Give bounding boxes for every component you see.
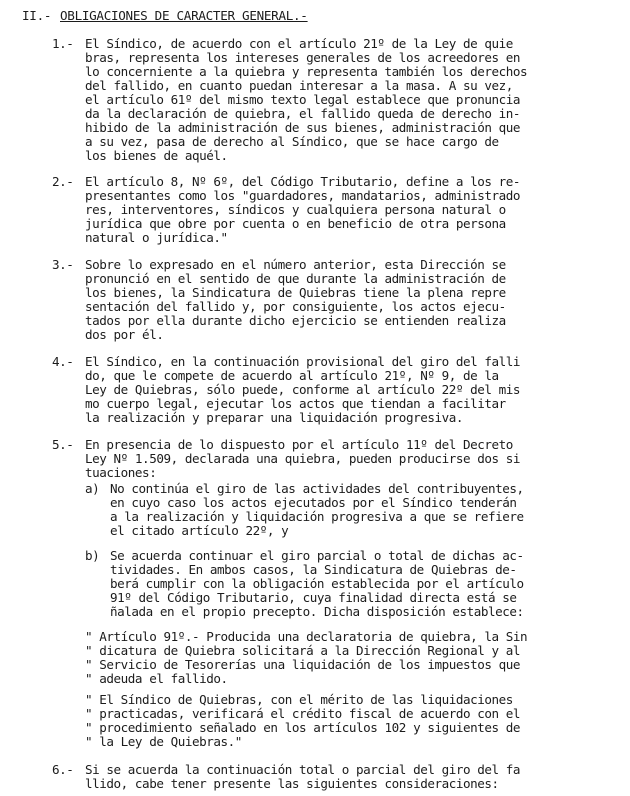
item-number: 4.- (52, 354, 74, 369)
paragraph-line: jurídica que obre por cuenta o en beneficio de otra persona (85, 216, 506, 231)
quote-line: " dicatura de Quiebra solicitará a la Dirección Regional y al (85, 643, 521, 658)
paragraph-line: llido, cabe tener presente las siguientes consideraciones: (85, 776, 499, 791)
subitem-letter: a) (85, 481, 100, 496)
section-number: II.- (22, 8, 52, 23)
paragraph-line: res, interventores, síndicos y cualquiera persona natural o (85, 202, 506, 217)
paragraph-line: del fallido, en cuanto puedan interesar a la masa. A su vez, (85, 78, 513, 93)
section-title: OBLIGACIONES DE CARACTER GENERAL.- (60, 8, 308, 23)
paragraph-line: tuaciones: (85, 465, 157, 480)
paragraph-line: No continúa el giro de las actividades del contribuyentes, (110, 481, 524, 496)
paragraph-line: berá cumplir con la obligación establecida por el artículo (110, 576, 524, 591)
paragraph-line: mo cuerpo legal, ejecutar los actos que tiendan a facilitar (85, 396, 506, 411)
paragraph-line: Si se acuerda la continuación total o parcial del giro del fa (85, 762, 521, 777)
item-number: 5.- (52, 437, 74, 452)
paragraph-line: tividades. En ambos casos, la Sindicatura de Quiebras de- (110, 562, 517, 577)
paragraph-line: En presencia de lo dispuesto por el artículo 11º del Decreto (85, 437, 513, 452)
paragraph-line: Ley de Quiebras, sólo puede, conforme al artículo 22º del mis (85, 382, 521, 397)
item-number: 3.- (52, 257, 74, 272)
paragraph-line: 91º del Código Tributario, cuya finalidad directa está se (110, 590, 517, 605)
paragraph-line: ñalada en el propio precepto. Dicha disposición establece: (110, 604, 524, 619)
paragraph-line: do, que le compete de acuerdo al artículo 21º, Nº 9, de la (85, 368, 499, 383)
quote-line: " Servicio de Tesorerías una liquidación de los impuestos que (85, 657, 521, 672)
paragraph-line: tados por ella durante dicho ejercicio se entienden realiza (85, 313, 506, 328)
item-number: 2.- (52, 174, 74, 189)
paragraph-line: pronunció en el sentido de que durante la administración de (85, 271, 506, 286)
paragraph-line: el artículo 61º del mismo texto legal establece que pronuncia (85, 92, 521, 107)
subitem-letter: b) (85, 548, 100, 563)
paragraph-line: lo concerniente a la quiebra y representa también los derechos (85, 64, 528, 79)
paragraph-line: los bienes de aquél. (85, 148, 228, 163)
paragraph-line: El Síndico, en la continuación provisional del giro del falli (85, 354, 521, 369)
paragraph-line: sentación del fallido y, por consiguiente, los actos ejecu- (85, 299, 506, 314)
paragraph-line: natural o jurídica." (85, 230, 228, 245)
paragraph-line: da la declaración de quiebra, el fallido queda de derecho in- (85, 106, 521, 121)
quote-line: " procedimiento señalado en los artículos 102 y siguientes de (85, 720, 521, 735)
paragraph-line: dos por él. (85, 327, 164, 342)
paragraph-line: el citado artículo 22º, y (110, 523, 289, 538)
paragraph-line: hibido de la administración de sus bienes, administración que (85, 120, 521, 135)
paragraph-line: bras, representa los intereses generales de los acreedores en (85, 50, 521, 65)
paragraph-line: en cuyo caso los actos ejecutados por el Síndico tenderán (110, 495, 517, 510)
paragraph-line: los bienes, la Sindicatura de Quiebras tiene la plena repre (85, 285, 506, 300)
quote-line: " Artículo 91º.- Producida una declaratoria de quiebra, la Sin (85, 629, 528, 644)
quote-line: " practicadas, verificará el crédito fiscal de acuerdo con el (85, 706, 521, 721)
item-number: 6.- (52, 762, 74, 777)
item-number: 1.- (52, 36, 74, 51)
paragraph-line: El Síndico, de acuerdo con el artículo 21º de la Ley de quie (85, 36, 513, 51)
quote-line: " adeuda el fallido. (85, 671, 228, 686)
paragraph-line: Se acuerda continuar el giro parcial o total de dichas ac- (110, 548, 524, 563)
paragraph-line: la realización y preparar una liquidación progresiva. (85, 410, 464, 425)
quote-line: " la Ley de Quiebras." (85, 734, 242, 749)
paragraph-line: a su vez, pasa de derecho al Síndico, que se hace cargo de (85, 134, 499, 149)
paragraph-line: Ley Nº 1.509, declarada una quiebra, pueden producirse dos si (85, 451, 521, 466)
paragraph-line: a la realización y liquidación progresiva a que se refiere (110, 509, 524, 524)
paragraph-line: presentantes como los "guardadores, mandatarios, administrado (85, 188, 521, 203)
paragraph-line: El artículo 8, Nº 6º, del Código Tributario, define a los re- (85, 174, 521, 189)
quote-line: " El Síndico de Quiebras, con el mérito de las liquidaciones (85, 692, 513, 707)
paragraph-line: Sobre lo expresado en el número anterior, esta Dirección se (85, 257, 506, 272)
